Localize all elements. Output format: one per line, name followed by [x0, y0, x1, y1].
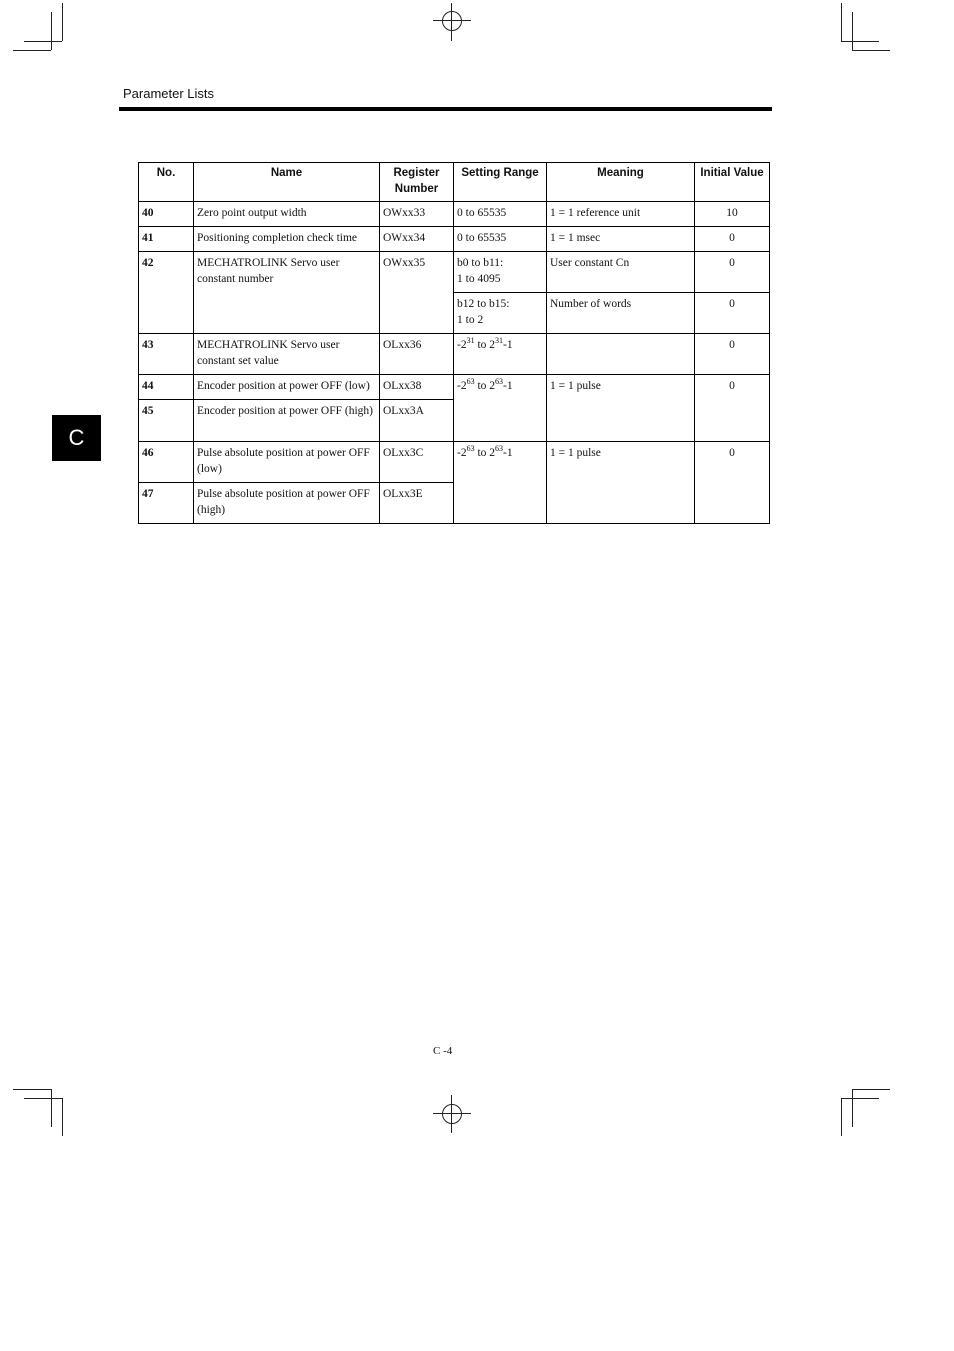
cell-name: Positioning completion check time	[194, 227, 380, 252]
column-header-range: Setting Range	[454, 163, 547, 202]
cell-no: 47	[139, 483, 194, 524]
cell-name: Pulse absolute position at power OFF (low)	[194, 442, 380, 483]
cell-meaning: 1 = 1 pulse	[547, 442, 695, 524]
cell-no: 40	[139, 202, 194, 227]
column-header-meaning: Meaning	[547, 163, 695, 202]
parameter-table	[138, 162, 770, 524]
cell-no: 43	[139, 334, 194, 375]
table-row	[139, 227, 770, 252]
cell-register: OLxx36	[380, 334, 454, 375]
cell-initial: 0	[695, 442, 770, 524]
cell-meaning: 1 = 1 pulse	[547, 375, 695, 442]
range-line-1: b0 to b11:	[457, 257, 504, 269]
range-suffix: -1	[503, 380, 513, 392]
range-middle: to 2	[474, 380, 496, 392]
cell-no: 44	[139, 375, 194, 400]
column-header-no: No.	[139, 163, 194, 202]
cell-range	[454, 442, 547, 524]
range-suffix: -1	[503, 447, 513, 459]
cell-name: MECHATROLINK Servo user constant set value	[194, 334, 380, 375]
cell-register: OLxx3C	[380, 442, 454, 483]
page-number: C -4	[433, 1045, 453, 1057]
cell-meaning	[547, 334, 695, 375]
cell-initial: 0	[695, 375, 770, 442]
cell-register: OWxx35	[380, 252, 454, 334]
cell-range	[454, 252, 547, 293]
cell-register: OLxx3A	[380, 400, 454, 442]
table-row	[139, 202, 770, 227]
column-header-name: Name	[194, 163, 380, 202]
cell-name: Zero point output width	[194, 202, 380, 227]
section-tab: C	[52, 415, 101, 461]
header-rule	[119, 107, 772, 111]
range-line-1: b12 to b15:	[457, 298, 510, 310]
cell-range: 0 to 65535	[454, 227, 547, 252]
range-suffix: -1	[503, 339, 513, 351]
cell-meaning: Number of words	[547, 293, 695, 334]
column-header-register: Register Number	[380, 163, 454, 202]
cell-meaning: User constant Cn	[547, 252, 695, 293]
cell-register: OLxx3E	[380, 483, 454, 524]
cell-register: OLxx38	[380, 375, 454, 400]
range-line-2: 1 to 2	[457, 314, 484, 326]
column-header-initial: Initial Value	[695, 163, 770, 202]
cell-no: 45	[139, 400, 194, 442]
cell-initial: 0	[695, 293, 770, 334]
range-line-2: 1 to 4095	[457, 273, 501, 285]
cell-range	[454, 334, 547, 375]
range-exponent: 31	[466, 336, 475, 346]
table-row	[139, 442, 770, 483]
cell-range: 0 to 65535	[454, 202, 547, 227]
range-prefix: -2	[457, 380, 467, 392]
page-header-title: Parameter Lists	[123, 86, 215, 101]
range-middle: to 2	[474, 447, 496, 459]
range-middle: to 2	[474, 339, 496, 351]
range-prefix: -2	[457, 447, 467, 459]
table-header-row	[139, 163, 770, 202]
range-exponent: 63	[495, 377, 504, 387]
cell-range	[454, 375, 547, 442]
range-exponent: 63	[466, 377, 475, 387]
cell-register: OWxx33	[380, 202, 454, 227]
cell-name: MECHATROLINK Servo user constant number	[194, 252, 380, 334]
cell-initial: 10	[695, 202, 770, 227]
range-exponent: 31	[495, 336, 504, 346]
cell-no: 46	[139, 442, 194, 483]
range-exponent: 63	[495, 444, 504, 454]
cell-meaning: 1 = 1 msec	[547, 227, 695, 252]
cell-initial: 0	[695, 227, 770, 252]
table-row	[139, 252, 770, 293]
cell-name: Encoder position at power OFF (high)	[194, 400, 380, 442]
range-exponent: 63	[466, 444, 475, 454]
cell-no: 42	[139, 252, 194, 334]
cell-no: 41	[139, 227, 194, 252]
range-prefix: -2	[457, 339, 467, 351]
cell-meaning: 1 = 1 reference unit	[547, 202, 695, 227]
cell-range	[454, 293, 547, 334]
table-row	[139, 334, 770, 375]
cell-initial: 0	[695, 252, 770, 293]
cell-name: Pulse absolute position at power OFF (high)	[194, 483, 380, 524]
table-row	[139, 375, 770, 400]
cell-initial: 0	[695, 334, 770, 375]
cell-name: Encoder position at power OFF (low)	[194, 375, 380, 400]
cell-register: OWxx34	[380, 227, 454, 252]
